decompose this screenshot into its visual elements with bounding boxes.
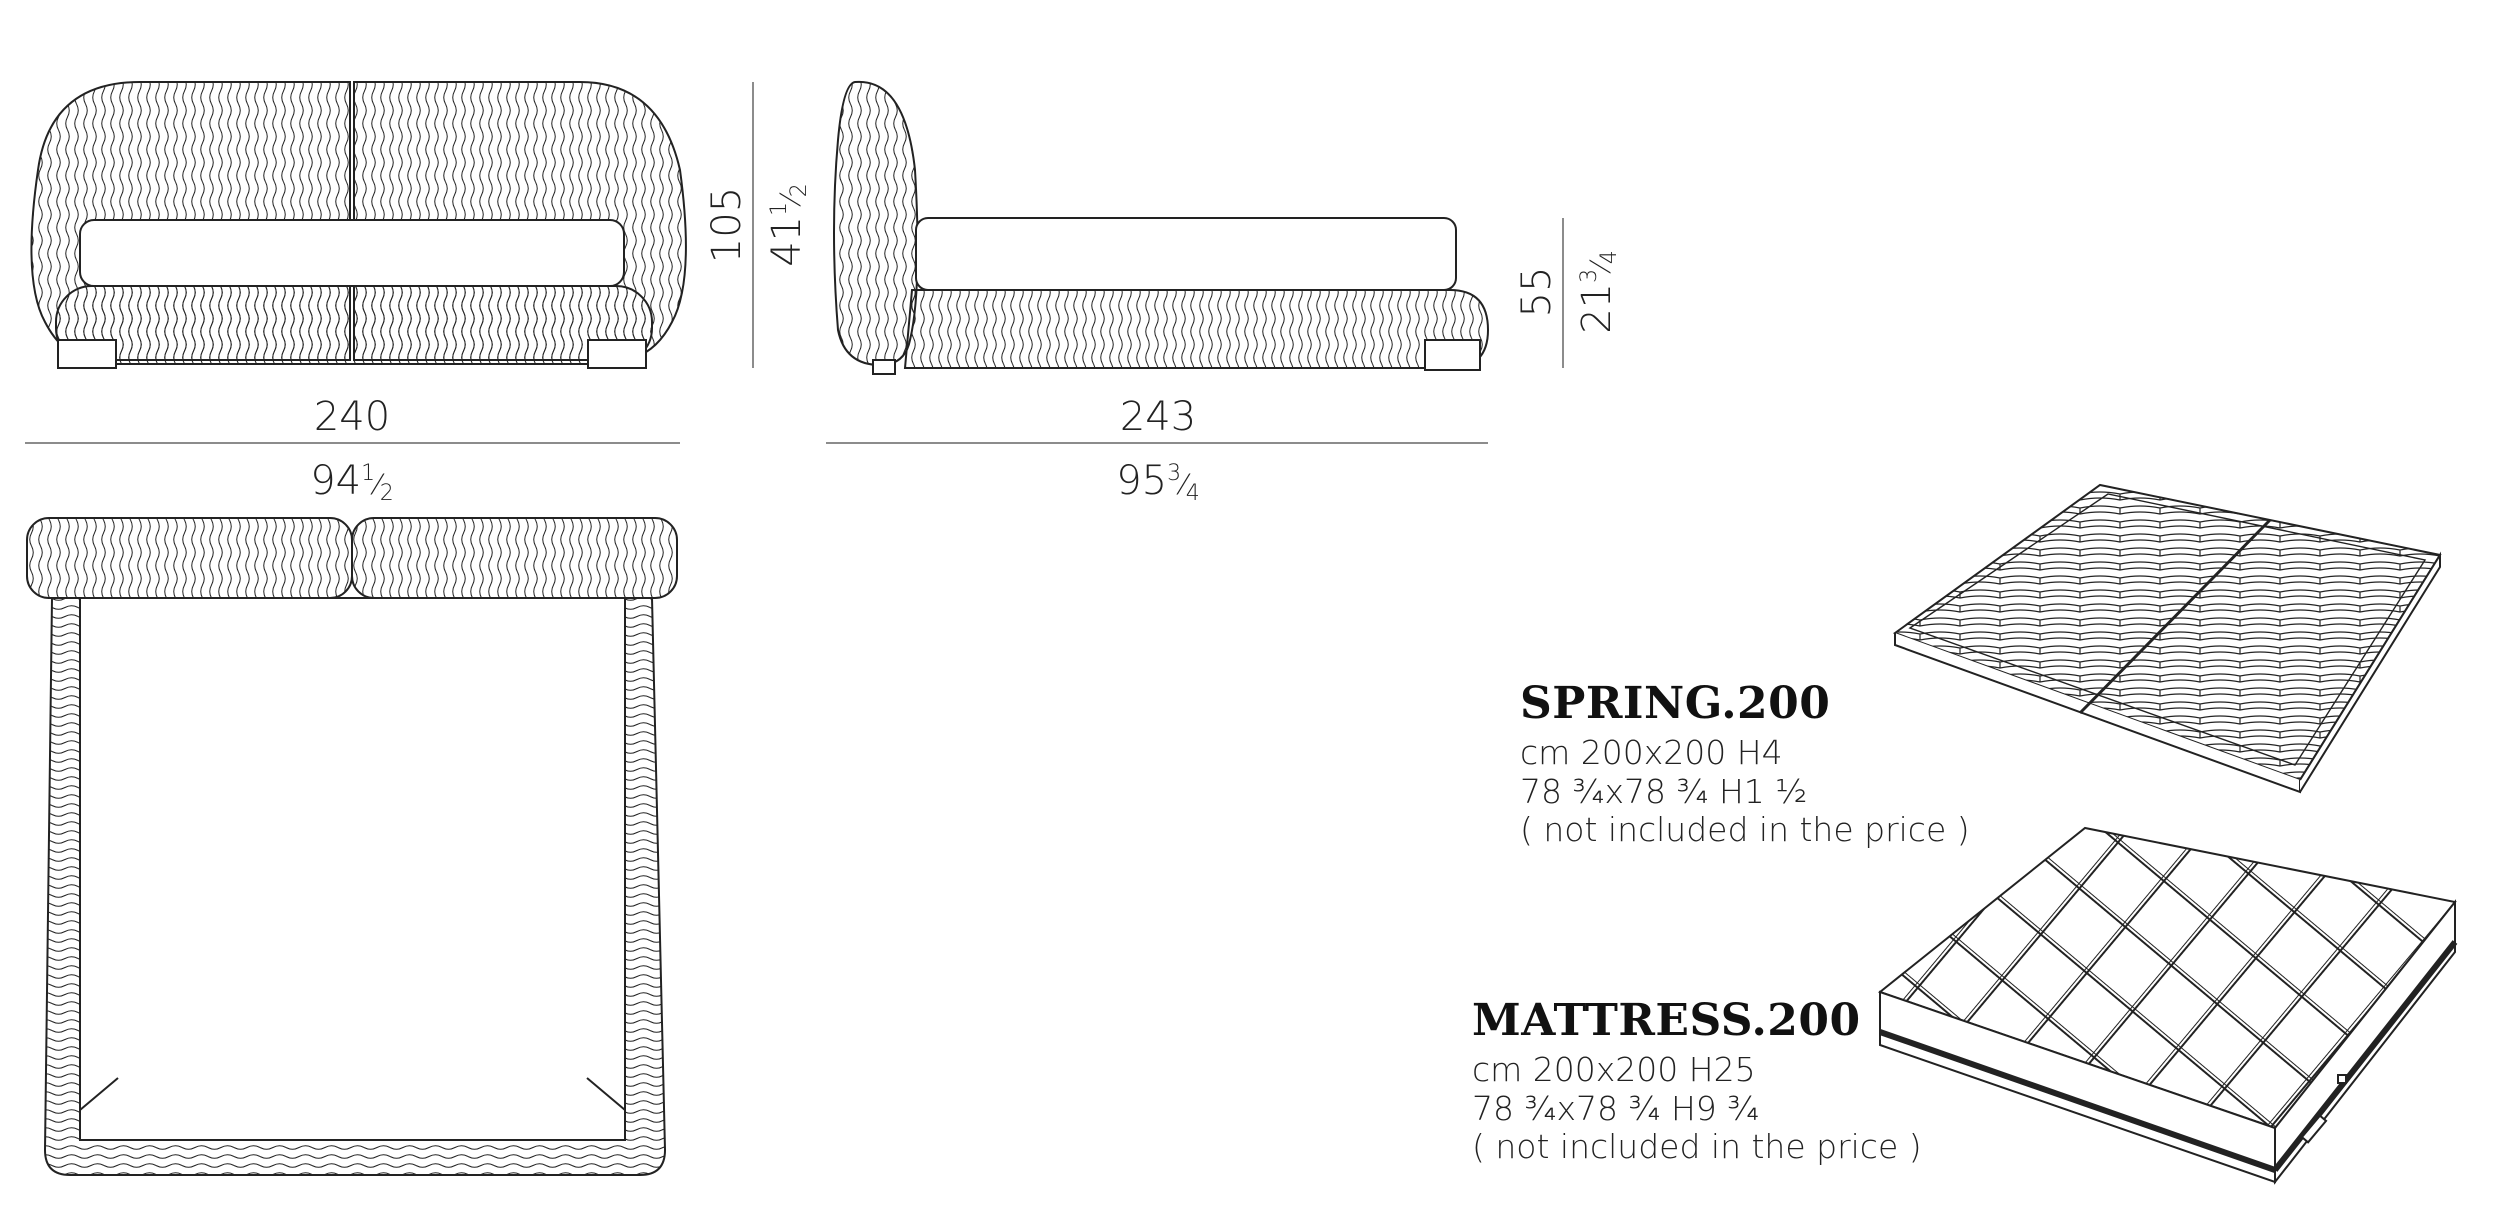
spring-size-cm: cm 200x200 H4	[1520, 733, 1783, 773]
mattress-top	[1880, 828, 2455, 1128]
side-leg-head	[873, 360, 895, 374]
front-height-dimension	[704, 82, 812, 368]
mattress-price-note: ( not included in the price )	[1472, 1126, 1922, 1166]
side-base	[905, 290, 1488, 368]
mattress-size-cm: cm 200x200 H25	[1472, 1050, 1756, 1090]
side-height-cm: 55	[1514, 266, 1560, 318]
front-leg-left	[58, 340, 116, 368]
spring-size-in: 78 ¾x78 ¾ H1 ½	[1520, 771, 1808, 811]
side-length-dimension	[826, 394, 1488, 506]
top-headboard-right	[352, 518, 677, 598]
front-pillow	[80, 220, 624, 286]
front-height-in: $41^1_⁄2$	[764, 183, 812, 267]
side-view	[834, 82, 1488, 374]
side-leg-foot	[1425, 340, 1480, 370]
side-height-dimension	[1514, 218, 1622, 368]
mattress-size-in: 78 ¾x78 ¾ H9 ¾	[1472, 1088, 1760, 1128]
spring-price-note: ( not included in the price )	[1520, 809, 1970, 849]
top-sleeping-area	[80, 598, 625, 1140]
front-leg-right	[588, 340, 646, 368]
top-view	[27, 518, 677, 1175]
front-height-cm: 105	[704, 186, 750, 264]
mattress-illustration	[1880, 828, 2455, 1182]
side-headboard	[834, 82, 918, 365]
side-mattress	[916, 218, 1456, 290]
top-headboard-left	[27, 518, 352, 598]
front-width-cm: 240	[313, 394, 391, 440]
side-length-cm: 243	[1119, 394, 1197, 440]
spring-title: SPRING.200	[1520, 678, 1831, 729]
mattress-specification	[1472, 997, 1922, 1166]
front-width-in: $94^1_⁄2$	[310, 458, 394, 506]
side-height-in: $21^3_⁄4$	[1574, 250, 1622, 334]
spring-specification	[1520, 680, 1970, 849]
spring-illustration	[1895, 485, 2440, 792]
bed-base	[56, 286, 652, 364]
mattress-title: MATTRESS.200	[1472, 995, 1861, 1046]
front-width-dimension	[25, 394, 680, 506]
side-length-in: $95^3_⁄4$	[1116, 458, 1200, 506]
front-view	[31, 82, 685, 368]
